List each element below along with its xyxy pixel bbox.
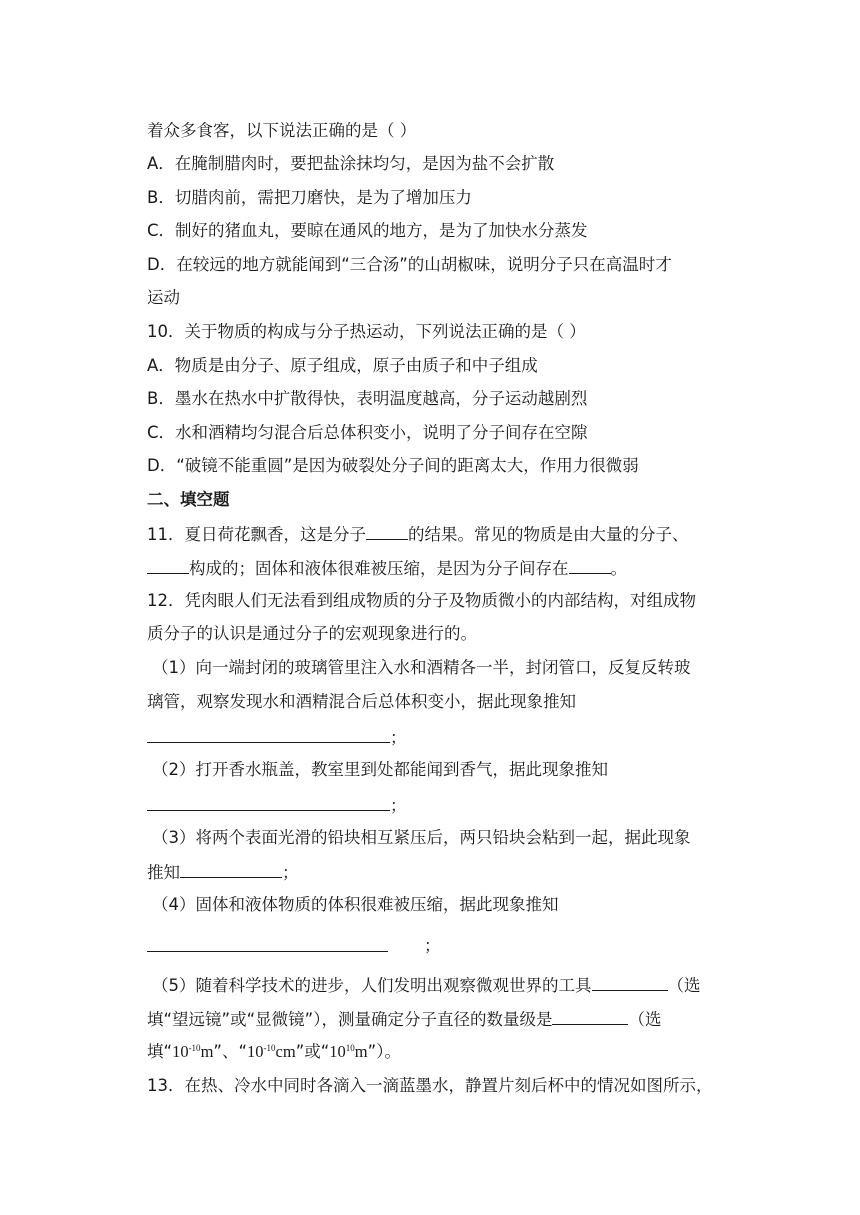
option-value-3: $10^{10}m$	[329, 1042, 368, 1061]
q12-blank-6[interactable]	[552, 1008, 628, 1025]
quote-open: 填“	[147, 1042, 173, 1061]
q12-part5-line2	[147, 1008, 661, 1028]
option-value-1: $10^{-10}m$	[172, 1042, 214, 1061]
q9-option-d-line2: 运动	[147, 288, 180, 307]
q12-part3-text: 推知	[147, 863, 180, 882]
semicolon: ；	[424, 936, 441, 955]
q12-blank-1[interactable]	[147, 726, 390, 743]
q9-option-c: C．制好的猪血丸，要晾在通风的地方，是为了加快水分蒸发	[147, 221, 588, 240]
option-value-2: $10^{-10}cm$	[247, 1042, 296, 1061]
q9-option-a: A．在腌制腊肉时，要把盐涂抹均匀，是因为盐不会扩散	[147, 154, 555, 173]
q12-blank-5[interactable]	[592, 974, 668, 991]
q11-text-2b: 构成的；固体和液体很难被压缩，是因为分子间存在	[189, 559, 569, 578]
q12-part5-text-1: （5）随着科学技术的进步，人们发明出观察微观世界的工具	[152, 976, 592, 995]
q12-part2-line1: （2）打开香水瓶盖，教室里到处都能闻到香气，据此现象推知	[152, 760, 608, 779]
q11-blank-3[interactable]	[569, 557, 611, 574]
quote-sep-1: ”、“	[213, 1042, 248, 1061]
q12-line1: 12．凭肉眼人们无法看到组成物质的分子及物质微小的内部结构，对组成物	[147, 591, 696, 610]
q11-text-1b: 的结果。常见的物质是由大量的分子、	[408, 525, 689, 544]
q13-line1: 13．在热、冷水中同时各滴入一滴蓝墨水，静置片刻后杯中的情况如图所示，	[147, 1076, 713, 1095]
q12-part5-line1	[152, 974, 701, 994]
q12-part1-answer-line	[147, 726, 407, 746]
q12-part3-line2	[147, 861, 299, 881]
q12-part5-text-2: （选	[667, 976, 701, 995]
q10-option-b: B．墨水在热水中扩散得快，表明温度越高，分子运动越剧烈	[147, 389, 588, 408]
q12-blank-3[interactable]	[180, 861, 282, 878]
q11-text-1a: 11．夏日荷花飘香，这是分子	[147, 525, 366, 544]
q12-part5-text-4: （选	[628, 1010, 662, 1029]
q9-stem-continued: 着众多食客，以下说法正确的是（ ）	[147, 121, 417, 140]
q12-part5-text-3: 填“望远镜”或“显微镜”），测量确定分子直径的数量级是	[147, 1010, 553, 1029]
q12-line2: 质分子的认识是通过分子的宏观现象进行的。	[147, 624, 477, 643]
q12-part1-line1: （1）向一端封闭的玻璃管里注入水和酒精各一半，封闭管口，反复反转玻	[152, 658, 691, 677]
q10-stem: 10．关于物质的构成与分子热运动，下列说法正确的是（ ）	[147, 322, 586, 341]
q11-blank-1[interactable]	[366, 523, 408, 540]
q11-blank-2[interactable]	[147, 557, 189, 574]
q12-part2-answer-line	[147, 794, 407, 814]
q12-part1-line2: 璃管，观察发现水和酒精混合后总体积变小，据此现象推知	[147, 692, 576, 711]
q12-part3-line1: （3）将两个表面光滑的铅块相互紧压后，两只铅块会粘到一起，据此现象	[152, 828, 691, 847]
q11-line1	[147, 523, 689, 543]
q10-option-a: A．物质是由分子、原子组成，原子由质子和中子组成	[147, 356, 538, 375]
q11-line2	[147, 557, 627, 577]
q12-blank-4[interactable]	[147, 950, 388, 952]
semicolon: ；	[390, 728, 407, 747]
q12-blank-2[interactable]	[147, 794, 390, 811]
q10-option-c: C．水和酒精均匀混合后总体积变小，说明了分子间存在空隙	[147, 423, 588, 442]
q9-option-d-line1: D．在较远的地方就能闻到“三合汤”的山胡椒味，说明分子只在高温时才	[147, 255, 672, 274]
q12-part5-line3	[147, 1042, 401, 1062]
quote-close: ”）。	[367, 1042, 401, 1061]
q12-part4-line1: （4）固体和液体物质的体积很难被压缩，据此现象推知	[152, 895, 559, 914]
q10-option-d: D．“破镜不能重圆”是因为破裂处分子间的距离太大，作用力很微弱	[147, 456, 639, 475]
semicolon: ；	[282, 863, 299, 882]
section-title-fill-in: 二、填空题	[147, 490, 230, 509]
semicolon: ；	[390, 796, 407, 815]
quote-sep-2: ”或“	[295, 1042, 330, 1061]
q11-text-2c: 。	[610, 559, 627, 578]
q9-option-b: B．切腊肉前，需把刀磨快，是为了增加压力	[147, 188, 472, 207]
